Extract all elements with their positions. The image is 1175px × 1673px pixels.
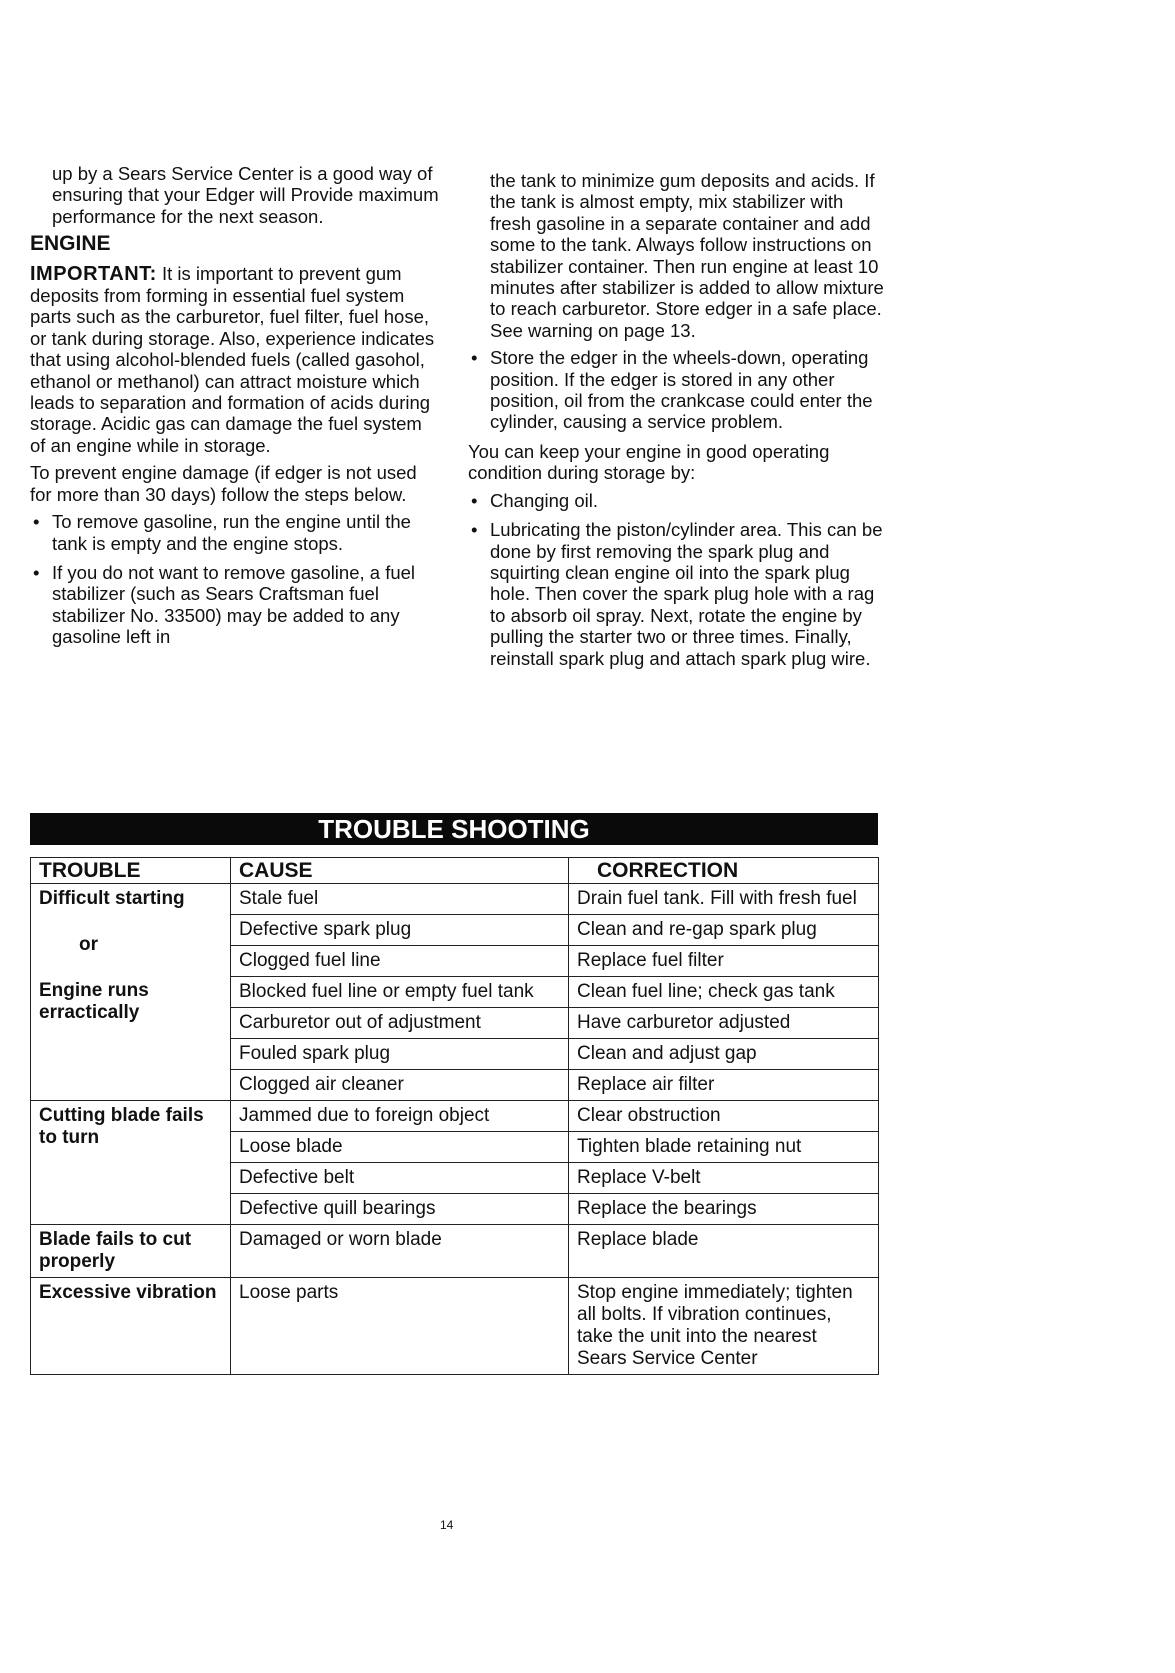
cause-cell: Stale fuel xyxy=(231,884,569,915)
table-header-row xyxy=(31,858,879,884)
correction-cell: Have carburetor adjusted xyxy=(569,1008,879,1039)
bullet-lubricating: • Lubricating the piston/cylinder area. This can be done by first removing the spark plug and squirting clean engine oil into the spark plug hole. Then cover the spark plug hole with a rag to absorb oil spray. Next, rotate the engine by pulling the starter two or three times. Finally, reinstall spark plug and attach spark plug wire. xyxy=(468,519,888,669)
correction-cell: Clean and re-gap spark plug xyxy=(569,915,879,946)
correction-cell: Replace fuel filter xyxy=(569,946,879,977)
table-row xyxy=(31,884,879,915)
trouble-cell xyxy=(31,1225,231,1278)
table-row xyxy=(31,1225,879,1278)
correction-cell: Clear obstruction xyxy=(569,1101,879,1132)
trouble-shooting-title: TROUBLE SHOOTING xyxy=(30,813,878,845)
cause-cell: Defective quill bearings xyxy=(231,1194,569,1225)
header-correction: CORRECTION xyxy=(569,858,879,884)
header-cause: CAUSE xyxy=(231,858,569,884)
page-number: 14 xyxy=(440,1518,454,1532)
cause-cell: Fouled spark plug xyxy=(231,1039,569,1070)
bullet-remove-gasoline: • To remove gasoline, run the engine until the tank is empty and the engine stops. xyxy=(30,511,442,554)
header-trouble: TROUBLE xyxy=(31,858,231,884)
bullet-changing-oil: • Changing oil. xyxy=(468,490,888,511)
keep-engine-paragraph: You can keep your engine in good operating condition during storage by: xyxy=(468,440,830,484)
trouble-shooting-table xyxy=(30,857,879,1375)
cause-cell: Clogged fuel line xyxy=(231,946,569,977)
cause-cell: Carburetor out of adjustment xyxy=(231,1008,569,1039)
stabilizer-continued: the tank to minimize gum deposits and acids. If the tank is almost empty, mix stabilizer with fresh gasoline in a separate container and add some to the tank. Always follow instructions on stabilizer container. Then run engine at least 10 minutes after stabilizer is added to allow mixture to reach carburetor. Store edger in a safe place. See warning on page 13. xyxy=(490,170,884,341)
left-column xyxy=(30,163,442,656)
trouble-label: Blade fails to cut properly xyxy=(39,1229,192,1272)
cause-cell: Loose blade xyxy=(231,1132,569,1163)
table-row xyxy=(31,1278,879,1375)
correction-cell: Clean and adjust gap xyxy=(569,1039,879,1070)
correction-cell: Stop engine immediately; tighten all bolts. If vibration continues, take the unit into the nearest Sears Service Center xyxy=(569,1278,879,1375)
cause-cell: Defective spark plug xyxy=(231,915,569,946)
prevent-paragraph: To prevent engine damage (if edger is not used for more than 30 days) follow the steps below. xyxy=(30,462,417,505)
correction-cell: Clean fuel line; check gas tank xyxy=(569,977,879,1008)
cause-cell: Loose parts xyxy=(231,1278,569,1375)
cause-cell: Damaged or worn blade xyxy=(231,1225,569,1278)
cause-cell: Defective belt xyxy=(231,1163,569,1194)
trouble-cell xyxy=(31,884,231,1101)
important-text: It is important to prevent gum deposits from forming in essential fuel system parts such as the carburetor, fuel filter, fuel hose, or tank during storage. Also, experience indicates that using alcohol-blended fuels (called gasohol, ethanol or methanol) can attract moisture which leads to separation and formation of acids during storage. Acidic gas can damage the fuel system of an engine while in storage. xyxy=(30,262,435,456)
trouble-label: Cutting blade fails to turn xyxy=(39,1105,204,1148)
trouble-cell xyxy=(31,1101,231,1225)
intro-paragraph: up by a Sears Service Center is a good way of ensuring that your Edger will Provide maximum performance for the next season. xyxy=(52,163,439,227)
table-row xyxy=(31,1101,879,1132)
important-paragraph xyxy=(30,263,442,457)
engine-heading: ENGINE xyxy=(30,232,111,256)
cause-cell: Jammed due to foreign object xyxy=(231,1101,569,1132)
important-label: IMPORTANT: xyxy=(30,262,157,285)
trouble-label: Engine runs erractically xyxy=(39,980,149,1023)
trouble-label: Excessive vibration xyxy=(39,1282,217,1303)
correction-cell: Tighten blade retaining nut xyxy=(569,1132,879,1163)
correction-cell: Replace the bearings xyxy=(569,1194,879,1225)
bullet-store-edger: • Store the edger in the wheels-down, operating position. If the edger is stored in any other position, oil from the crankcase could enter the cylinder, causing a service problem. xyxy=(468,347,888,433)
correction-cell: Replace air filter xyxy=(569,1070,879,1101)
correction-cell: Drain fuel tank. Fill with fresh fuel xyxy=(569,884,879,915)
correction-cell: Replace blade xyxy=(569,1225,879,1278)
trouble-label: Difficult starting xyxy=(39,888,185,909)
cause-cell: Clogged air cleaner xyxy=(231,1070,569,1101)
trouble-cell xyxy=(31,1278,231,1375)
table-body xyxy=(31,884,879,1375)
trouble-label: or xyxy=(79,934,98,955)
right-column xyxy=(468,170,888,677)
correction-cell: Replace V-belt xyxy=(569,1163,879,1194)
cause-cell: Blocked fuel line or empty fuel tank xyxy=(231,977,569,1008)
bullet-fuel-stabilizer: • If you do not want to remove gasoline, a fuel stabilizer (such as Sears Craftsman fuel stabilizer No. 33500) may be added to any gasoline left in xyxy=(30,562,442,648)
